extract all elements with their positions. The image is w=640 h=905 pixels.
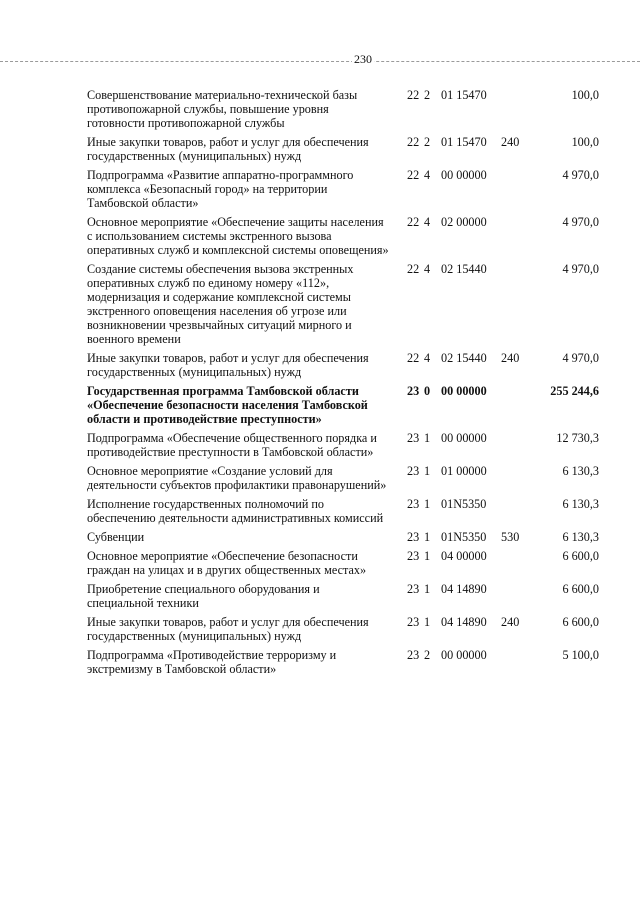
budget-row <box>87 549 599 577</box>
code-subprogram: 1 <box>424 615 431 629</box>
row-description: Совершенствование материально-технической базы противопожарной службы, повышение уровня готовности противопожарной службы <box>87 88 358 130</box>
row-classification-code <box>407 530 531 544</box>
row-classification-code <box>407 262 531 276</box>
row-classification-code <box>407 582 531 596</box>
budget-row <box>87 582 599 610</box>
code-direction: 02 15440 <box>441 351 487 365</box>
code-subprogram: 4 <box>424 168 431 182</box>
row-amount: 5 100,0 <box>562 648 599 662</box>
code-subprogram: 0 <box>424 384 431 398</box>
budget-row <box>87 351 599 379</box>
code-subprogram: 1 <box>424 530 431 544</box>
code-direction: 00 00000 <box>441 384 487 398</box>
row-amount: 4 970,0 <box>562 351 599 365</box>
row-classification-code <box>407 215 531 229</box>
code-program: 23 <box>407 464 420 478</box>
code-direction: 01 15470 <box>441 88 487 102</box>
code-program: 23 <box>407 615 420 629</box>
budget-row <box>87 648 599 676</box>
row-amount: 255 244,6 <box>550 384 599 398</box>
row-description: Основное мероприятие «Обеспечение защиты населения с использованием системы экстренного вызова оперативных служб и комплексной системы оповещения» <box>87 215 389 257</box>
row-amount: 100,0 <box>571 135 599 149</box>
code-direction: 01N5350 <box>441 497 487 511</box>
row-amount: 6 130,3 <box>562 530 599 544</box>
code-program: 23 <box>407 549 420 563</box>
code-program: 23 <box>407 582 420 596</box>
page-number: 230 <box>354 52 372 66</box>
row-description: Иные закупки товаров, работ и услуг для обеспечения государственных (муниципальных) нужд <box>87 615 369 643</box>
row-description: Подпрограмма «Обеспечение общественного порядка и противодействие преступности в Тамбовской области» <box>87 431 377 459</box>
row-classification-code <box>407 648 531 662</box>
row-classification-code <box>407 549 531 563</box>
row-classification-code <box>407 135 531 149</box>
code-direction: 01 15470 <box>441 135 487 149</box>
budget-row <box>87 262 599 346</box>
code-program: 22 <box>407 262 420 276</box>
row-amount: 4 970,0 <box>562 215 599 229</box>
row-amount: 4 970,0 <box>562 168 599 182</box>
row-classification-code <box>407 431 531 445</box>
budget-row <box>87 530 599 544</box>
row-classification-code <box>407 168 531 182</box>
row-description: Подпрограмма «Противодействие терроризму и экстремизму в Тамбовской области» <box>87 648 337 676</box>
row-amount: 6 600,0 <box>562 549 599 563</box>
code-subprogram: 1 <box>424 431 431 445</box>
code-program: 23 <box>407 497 420 511</box>
code-expense-type: 240 <box>501 135 520 149</box>
budget-table <box>87 88 599 681</box>
code-subprogram: 1 <box>424 582 431 596</box>
row-description: Иные закупки товаров, работ и услуг для обеспечения государственных (муниципальных) нужд <box>87 135 369 163</box>
budget-row <box>87 497 599 525</box>
row-classification-code <box>407 464 531 478</box>
code-subprogram: 4 <box>424 351 431 365</box>
code-expense-type: 240 <box>501 351 520 365</box>
code-expense-type: 530 <box>501 530 520 544</box>
row-description: Государственная программа Тамбовской области «Обеспечение безопасности населения Тамбовской области и противодействие преступности» <box>87 384 368 426</box>
row-amount: 6 600,0 <box>562 582 599 596</box>
row-description: Исполнение государственных полномочий по обеспечению деятельности административных комиссий <box>87 497 384 525</box>
code-subprogram: 4 <box>424 262 431 276</box>
row-classification-code <box>407 384 531 398</box>
row-classification-code <box>407 497 531 511</box>
code-program: 23 <box>407 431 420 445</box>
row-classification-code <box>407 88 531 102</box>
budget-row <box>87 135 599 163</box>
code-subprogram: 2 <box>424 88 431 102</box>
row-amount: 6 130,3 <box>562 497 599 511</box>
code-direction: 00 00000 <box>441 168 487 182</box>
row-amount: 12 730,3 <box>556 431 599 445</box>
code-direction: 04 14890 <box>441 615 487 629</box>
row-description: Приобретение специального оборудования и специальной техники <box>87 582 320 610</box>
budget-row <box>87 215 599 257</box>
code-direction: 01 00000 <box>441 464 487 478</box>
row-amount: 100,0 <box>571 88 599 102</box>
budget-row <box>87 615 599 643</box>
code-subprogram: 1 <box>424 464 431 478</box>
code-direction: 02 00000 <box>441 215 487 229</box>
code-program: 22 <box>407 168 420 182</box>
budget-row <box>87 384 599 426</box>
code-direction: 04 14890 <box>441 582 487 596</box>
row-description: Основное мероприятие «Создание условий для деятельности субъектов профилактики правонарушений» <box>87 464 387 492</box>
code-program: 23 <box>407 384 420 398</box>
row-description: Основное мероприятие «Обеспечение безопасности граждан на улицах и в других общественных местах» <box>87 549 367 577</box>
code-program: 23 <box>407 530 420 544</box>
code-program: 22 <box>407 215 420 229</box>
row-description: Субвенции <box>87 530 145 544</box>
code-subprogram: 4 <box>424 215 431 229</box>
code-subprogram: 1 <box>424 549 431 563</box>
code-program: 22 <box>407 135 420 149</box>
row-description: Иные закупки товаров, работ и услуг для обеспечения государственных (муниципальных) нужд <box>87 351 369 379</box>
code-direction: 02 15440 <box>441 262 487 276</box>
code-direction: 01N5350 <box>441 530 487 544</box>
budget-row <box>87 88 599 130</box>
code-expense-type: 240 <box>501 615 520 629</box>
code-subprogram: 2 <box>424 648 431 662</box>
code-direction: 00 00000 <box>441 431 487 445</box>
budget-row <box>87 168 599 210</box>
row-amount: 6 600,0 <box>562 615 599 629</box>
code-direction: 00 00000 <box>441 648 487 662</box>
row-amount: 4 970,0 <box>562 262 599 276</box>
page-top-dashed-rule <box>0 61 640 62</box>
code-direction: 04 00000 <box>441 549 487 563</box>
budget-row <box>87 431 599 459</box>
code-program: 22 <box>407 351 420 365</box>
code-program: 22 <box>407 88 420 102</box>
code-subprogram: 2 <box>424 135 431 149</box>
row-description: Создание системы обеспечения вызова экстренных оперативных служб по единому номеру «112», модернизация и содержание комплексной системы экстренного оповещения населения об угрозе или возникновении чрезвычайных ситуаций мирного и военного времени <box>87 262 354 346</box>
row-classification-code <box>407 615 531 629</box>
row-description: Подпрограмма «Развитие аппаратно-программного комплекса «Безопасный город» на территории Тамбовской области» <box>87 168 354 210</box>
row-classification-code <box>407 351 531 365</box>
code-subprogram: 1 <box>424 497 431 511</box>
code-program: 23 <box>407 648 420 662</box>
row-amount: 6 130,3 <box>562 464 599 478</box>
budget-row <box>87 464 599 492</box>
